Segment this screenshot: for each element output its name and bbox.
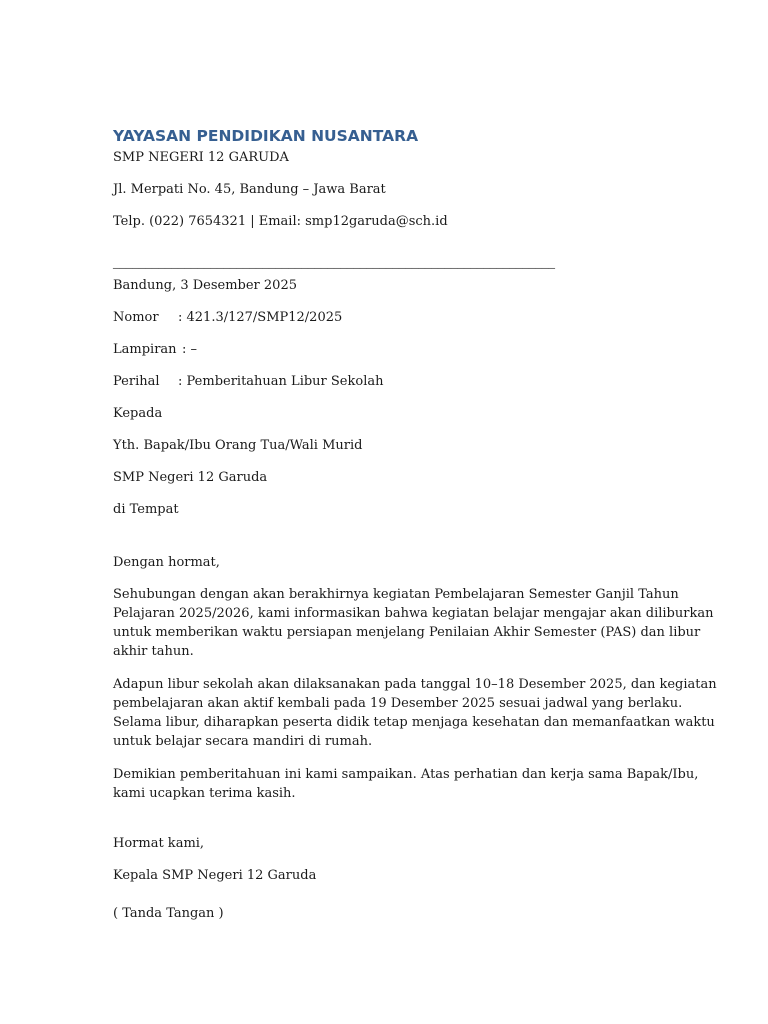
lampiran-value: : – <box>182 342 198 357</box>
organization-title: YAYASAN PENDIDIKAN NUSANTARA <box>113 127 419 145</box>
perihal-label: Perihal <box>113 374 160 389</box>
nomor-label: Nomor <box>113 310 159 325</box>
recipient-line-1: Yth. Bapak/Ibu Orang Tua/Wali Murid <box>113 438 363 453</box>
nomor-value: : 421.3/127/SMP12/2025 <box>178 310 343 325</box>
nomor-row <box>113 310 342 326</box>
header-divider: ____________________________________________________________________ <box>113 255 555 270</box>
recipient-line-3: di Tempat <box>113 502 179 517</box>
paragraph-2 <box>113 675 717 751</box>
closing-position: Kepala SMP Negeri 12 Garuda <box>113 868 317 883</box>
perihal-value: : Pemberitahuan Libur Sekolah <box>178 374 384 389</box>
paragraph-3-line: kami ucapkan terima kasih. <box>113 786 296 801</box>
signature-placeholder: ( Tanda Tangan ) <box>113 906 224 921</box>
school-contact: Telp. (022) 7654321 | Email: smp12garuda@sch.id <box>113 214 448 229</box>
paragraph-2-line: pembelajaran akan aktif kembali pada 19 Desember 2025 sesuai jadwal yang berlaku. <box>113 696 683 711</box>
closing-salutation: Hormat kami, <box>113 836 205 851</box>
paragraph-2-line: Adapun libur sekolah akan dilaksanakan pada tanggal 10–18 Desember 2025, dan kegiatan <box>113 677 717 692</box>
paragraph-1-line: untuk memberikan waktu persiapan menjelang Penilaian Akhir Semester (PAS) dan libur <box>113 625 701 640</box>
paragraph-2-line: Selama libur, diharapkan peserta didik tetap menjaga kesehatan dan memanfaatkan waktu <box>113 715 715 730</box>
school-address: Jl. Merpati No. 45, Bandung – Jawa Barat <box>113 182 386 197</box>
greeting: Dengan hormat, <box>113 555 220 570</box>
recipient-line-2: SMP Negeri 12 Garuda <box>113 470 268 485</box>
school-name: SMP NEGERI 12 GARUDA <box>113 150 289 165</box>
lampiran-label: Lampiran <box>113 342 177 357</box>
recipient-kepada: Kepada <box>113 406 163 421</box>
lampiran-row <box>113 342 197 358</box>
paragraph-1 <box>113 585 714 661</box>
place-date: Bandung, 3 Desember 2025 <box>113 278 297 293</box>
paragraph-3 <box>113 765 699 803</box>
paragraph-1-line: Sehubungan dengan akan berakhirnya kegiatan Pembelajaran Semester Ganjil Tahun <box>113 587 679 602</box>
paragraph-3-line: Demikian pemberitahuan ini kami sampaikan. Atas perhatian dan kerja sama Bapak/Ibu, <box>113 767 699 782</box>
paragraph-1-line: Pelajaran 2025/2026, kami informasikan bahwa kegiatan belajar mengajar akan diliburkan <box>113 606 714 621</box>
paragraph-2-line: untuk belajar secara mandiri di rumah. <box>113 734 373 749</box>
perihal-row <box>113 374 383 390</box>
paragraph-1-line: akhir tahun. <box>113 644 194 659</box>
